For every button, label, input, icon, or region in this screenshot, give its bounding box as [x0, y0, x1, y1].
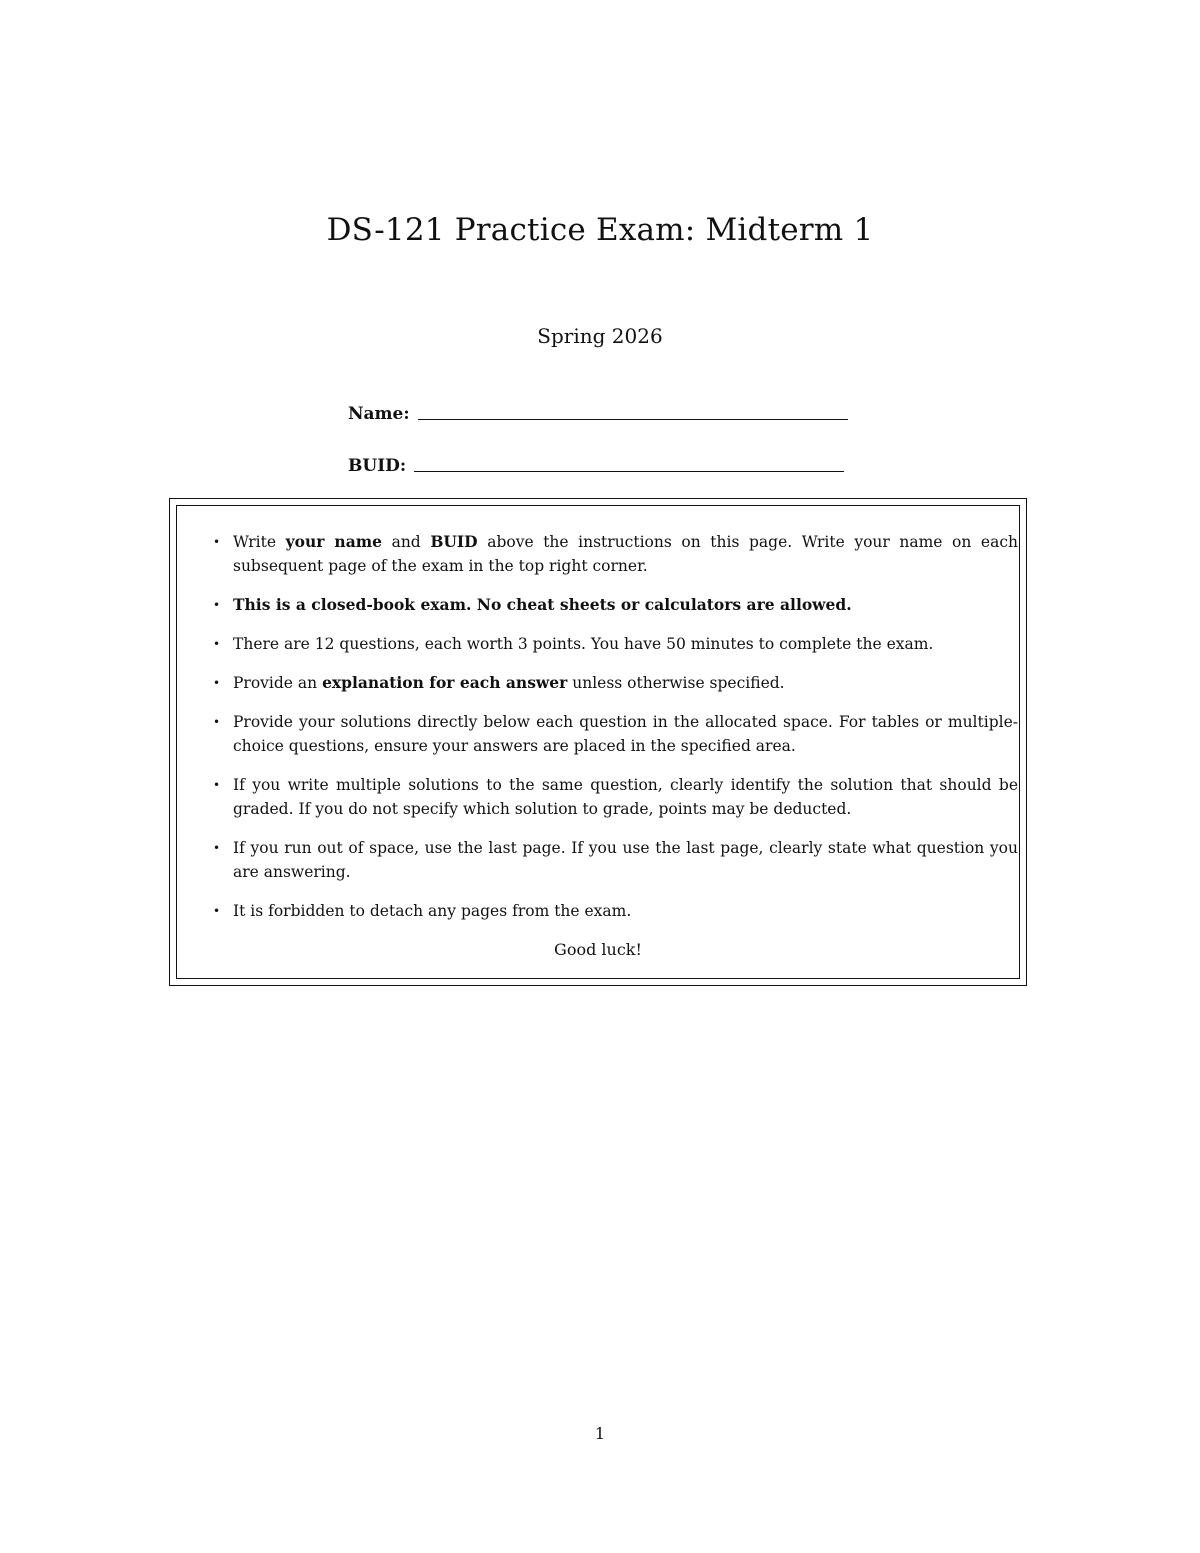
instruction-item	[213, 836, 1018, 884]
instruction-item	[213, 632, 1018, 656]
instructions-list	[213, 530, 1018, 938]
buid-field[interactable]	[348, 450, 844, 476]
instructions-box-inner	[176, 505, 1020, 979]
bullet-icon: •	[213, 778, 221, 792]
bullet-icon: •	[213, 676, 221, 690]
bullet-icon: •	[213, 535, 221, 549]
instruction-text: and	[382, 533, 431, 551]
instruction-text: It is forbidden to detach any pages from the exam.	[233, 902, 632, 920]
name-blank-line[interactable]	[418, 419, 848, 420]
bullet-icon: •	[213, 841, 221, 855]
exam-title: DS-121 Practice Exam: Midterm 1	[326, 212, 874, 248]
instruction-text: If you run out of space, use the last page. If you use the last page, clearly state what question you are answering.	[233, 839, 1018, 881]
page-number: 1	[594, 1424, 606, 1443]
instruction-item	[213, 593, 1018, 617]
instruction-item	[213, 671, 1018, 695]
instruction-emphasis: BUID	[430, 532, 478, 551]
bullet-icon: •	[213, 637, 221, 651]
instruction-item	[213, 710, 1018, 758]
instruction-text: unless otherwise specified.	[567, 674, 785, 692]
instruction-item	[213, 530, 1018, 578]
instruction-emphasis: explanation for each answer	[322, 673, 568, 692]
bullet-icon: •	[213, 715, 221, 729]
instruction-text: Write	[233, 533, 286, 551]
exam-term: Spring 2026	[537, 324, 663, 348]
instruction-emphasis: your name	[285, 532, 382, 551]
instruction-text: Provide your solutions directly below each question in the allocated space. For tables or multiple-choice questions, ensure your answers are placed in the specified area.	[233, 713, 1018, 755]
name-label: Name:	[348, 404, 410, 424]
instruction-item	[213, 899, 1018, 923]
closing-message: Good luck!	[554, 940, 642, 959]
instruction-text: There are 12 questions, each worth 3 points. You have 50 minutes to complete the exam.	[233, 635, 934, 653]
instruction-text: Provide an	[233, 674, 323, 692]
instruction-emphasis: This is a closed-book exam. No cheat sheets or calculators are allowed.	[233, 595, 852, 614]
instruction-text: If you write multiple solutions to the same question, clearly identify the solution that should be graded. If you do not specify which solution to grade, points may be deducted.	[233, 776, 1018, 818]
bullet-icon: •	[213, 904, 221, 918]
instructions-box	[169, 498, 1027, 986]
name-field[interactable]	[348, 398, 848, 424]
instruction-text: above the instructions on this page. Write your name on each subsequent page of the exam in the top right corner.	[233, 533, 1019, 575]
instruction-item	[213, 773, 1018, 821]
buid-blank-line[interactable]	[414, 471, 844, 472]
buid-label: BUID:	[348, 456, 407, 476]
bullet-icon: •	[213, 598, 221, 612]
